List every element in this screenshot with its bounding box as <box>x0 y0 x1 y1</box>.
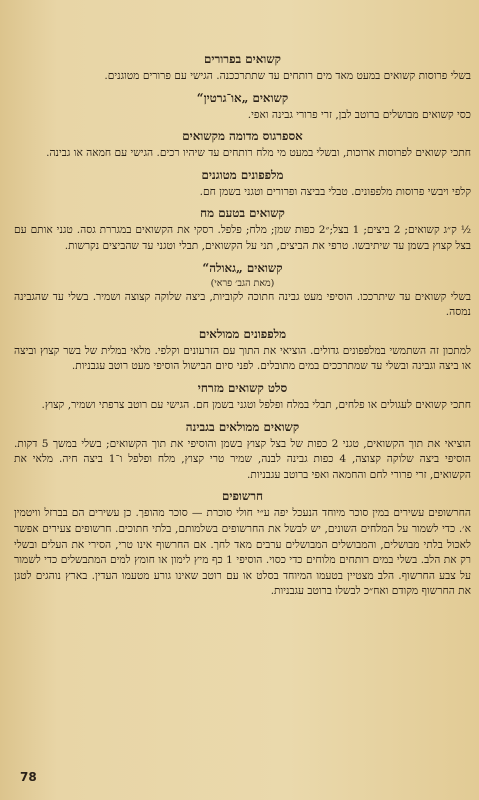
recipe-text: בשלי פרוסות קשואים במעט מאד מים רותחים עד שתתרככנה. הגישי עם פרורים מטוגנים. <box>104 70 471 82</box>
recipe-title: קשואים בפרורים <box>204 52 281 66</box>
recipe-title: קשואים „או־גרטין“ <box>196 90 289 105</box>
recipe-credit: (מאת הגב׳ פראי) <box>210 277 275 289</box>
recipe-title: קשואים בטעם מח <box>200 206 285 221</box>
recipe-text: חתכי קשואים לפרוסות ארוכות, ובשלי במעט מי מלח רותחים עד שיהיו רכים. הגישי עם חמאה או גבינה. <box>46 147 471 160</box>
recipe-title: אספרגוס מדומה מקשואים <box>182 129 303 144</box>
recipe-text: חתכי קשואים לעגולים או פלחים, תבלי במלח ופלפל וטגני בשמן חם. הגישי עם רוטב צרפתי ושמיר, קצוץ. <box>41 398 471 411</box>
recipe-title: סלט קשואים מזרחי <box>197 380 288 395</box>
page-number: 78 <box>20 770 37 784</box>
recipe-text: החרשופים עשירים במין סוכר מיוחד הנעכל יפה ע״י חולי סוכרת — סוכר מהופך. כן עשירים הם בברזל וויטמין א׳. כדי לשמור על המלחים השונים, יש לבשל את החרשופים בשלמותם, בלתי חתוכים. חרשופים צעירים אפשר לאכול בלתי מבושלים, והמבושלים המבושלים ערבים מאד לחך. אם החרשוף אינו טרי, הסירי את העלים ובשלי רק את הלב. בשלי במים רותחים מלוחים כדי כסוי. הוסיפי 1 כף מיץ לימון או חומץ למים המתבשלים כדי לשמור על צבע החרשוף. הלב מצטיין בטעמו המיוחד בסלט או עם רוטב שאינו גורע מטעמו העדין. בארץ נוהגים לטגן את החרשוף מקודם ואח״כ לבשלו ברוטב עגבניות. <box>14 507 471 598</box>
recipe-title: מלפפונים מטוגנים <box>201 167 284 182</box>
recipe-title: קשואים ממולאים בגבינה <box>185 419 300 434</box>
recipe-text: בשלי קשואים עד שיתרככו. הוסיפי מעט גבינה חתוכה לקוביות, ביצה שלוקה קצוצה ושמיר. בשלי עד שהגבינה נמסה. <box>14 290 471 319</box>
recipe-title: קשואים „גאולה“ <box>202 260 283 275</box>
recipe-title: מלפפונים ממולאים <box>198 326 287 341</box>
recipe-text: למתכון זה השתמשי במלפפונים גדולים. הוציאי את התוך עם הזרעונים וקלפי. מלאי במלית של בשר קצוץ וביצה או ביצה וגבינה ובשלי עד שמתרככים במים מתובלים. לפני סיום הבישול הוסיפי מעט רוטב עגבניות. <box>14 344 471 373</box>
recipe-text: קלפי ויבשי פרוסות מלפפונים. טבלי בביצה ופרורים וטגני בשמן חם. <box>199 185 471 198</box>
recipe-text: הוציאי את תוך הקשואים, טגני 2 כפות של בצל קצוץ בשמן והוסיפי את תוך הקשואים; בשלי במשך 5 דקות. הוסיפי ביצה שלוקה קצוצה, 4 כפות גבינה לבנה, שמיר טרי קצוץ, מלח ופלפל ו־1 ביצה חיה. מלאי את הקשואים, זרי פרורי לחם והחמאה ואפי ברוטב עגבניות. <box>14 437 472 481</box>
recipe-text: ½ ק״ג קשואים; 2 ביצים; 1 בצל;״2 כפות שמן; מלח; פלפל. רסקי את הקשואים במגררת גסה. טגני אותם עם בצל קצוץ בשמן עד שיתיבשו. טרפי את הביצים, תני על הקשואים, תבלי וטגני עד שהביצים נקרשות. <box>14 224 471 252</box>
recipe-text: כסי קשואים מבושלים ברוטב לבן, זרי פרורי גבינה ואפי. <box>247 108 471 121</box>
recipe-content <box>14 46 471 601</box>
recipe-title: חרשופים <box>221 489 264 504</box>
